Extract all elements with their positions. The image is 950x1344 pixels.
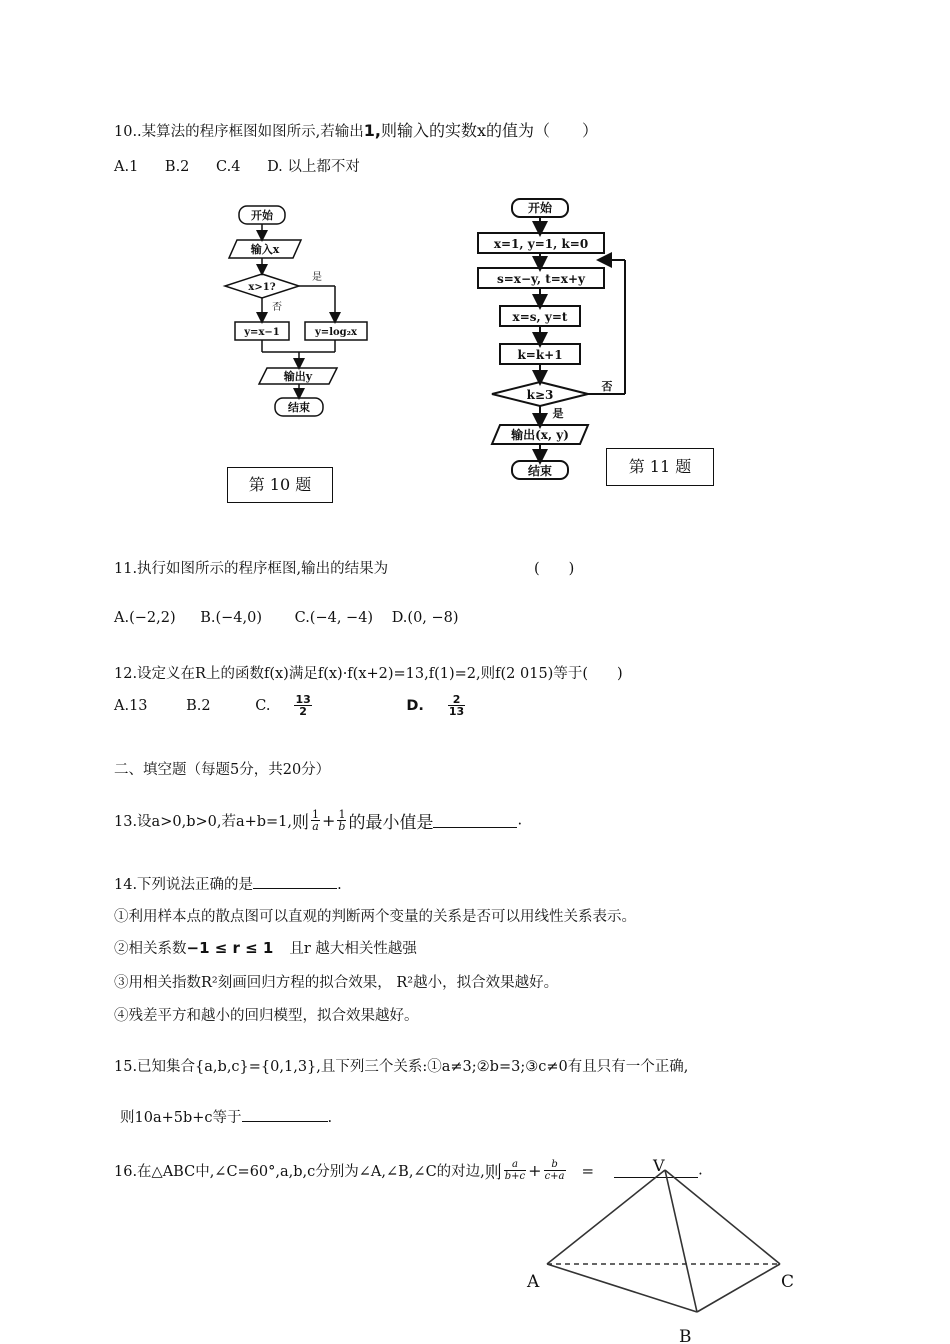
edge-va	[547, 1170, 665, 1264]
fig10-right-text: y=log₂x	[315, 327, 357, 338]
q12-choices	[114, 694, 531, 717]
q10-choice-a: A.1	[114, 159, 139, 175]
fig10-caption: 第 10 题	[227, 467, 333, 503]
section-2-heading: 二、填空题（每题5分，共20分）	[114, 762, 331, 778]
edge-ab	[547, 1264, 697, 1312]
q11-choice-c: C.(−4, −4)	[294, 610, 374, 626]
q14-answer-blank	[253, 874, 337, 889]
fig10-no-label: 否	[272, 302, 282, 313]
q14-item-2: ②相关系数−1 ≤ r ≤ 1 且r 越大相关性越强	[114, 939, 417, 957]
vertex-v-label: V	[653, 1156, 665, 1175]
fig11-step3-text: k=k+1	[517, 348, 563, 362]
q10-choice-c: C.4	[216, 159, 241, 175]
q10-choice-b: B.2	[164, 159, 190, 175]
q12-stem: 12.设定义在R上的函数f(x)满足f(x)·f(x+2)=13,f(1)=2,则f(2 015)等于( )	[114, 666, 623, 682]
vertex-b-label: B	[679, 1327, 692, 1344]
q11-choice-d: D.(0, −8)	[391, 610, 459, 626]
fig10-end-text: 结束	[288, 401, 310, 414]
q12-choice-c: C. $\frac{13}{2}$	[255, 693, 311, 718]
q15-answer-blank	[242, 1107, 328, 1122]
pyramid-figure	[515, 1160, 815, 1344]
fig11-step2-text: x=s, y=t	[512, 310, 568, 324]
q11-stem: 11.执行如图所示的程序框图,输出的结果为 ( )	[114, 557, 388, 578]
fig10-input-text: 输入x	[250, 243, 280, 256]
q14-stem: 14.下列说法正确的是 .	[114, 873, 342, 894]
fig11-cond-text: k≥3	[526, 388, 554, 402]
vertex-a-label: A	[527, 1272, 540, 1292]
q13-stem: 13.设a>0,b>0,若a+b=1,则 $\frac{1}{a}$ + $\frac{1}{b}$ 的最小值是 .	[114, 808, 523, 833]
q12-choice-b: B.2	[186, 697, 211, 714]
fig11-no-label: 否	[601, 380, 613, 393]
fig11-caption: 第 11 题	[606, 448, 714, 486]
q12-choice-d: D. $\frac{2}{13}$	[406, 693, 465, 718]
edge-bc	[697, 1264, 780, 1312]
fig10-cond-text: x>1?	[248, 282, 276, 293]
fig11-start-text: 开始	[527, 201, 553, 215]
q14-item-3: ③用相关指数R²刻画回归方程的拟合效果， R²越小，拟合效果越好。	[114, 975, 559, 991]
fig11-output-text: 输出(x, y)	[511, 428, 569, 442]
q10-choices	[114, 155, 382, 176]
fig11-step1-text: s=x−y, t=x+y	[497, 272, 585, 286]
q11-choice-b: B.(−4,0)	[200, 610, 263, 626]
flowchart-11	[470, 192, 640, 487]
fig10-left-text: y=x−1	[244, 327, 280, 338]
q11-choices	[114, 610, 481, 626]
flowchart-10	[215, 198, 385, 428]
q11-choice-a: A.(−2,2)	[114, 610, 176, 626]
q14-item-4: ④残差平方和越小的回归模型，拟合效果越好。	[114, 1008, 419, 1024]
q12-choice-a: A.13	[114, 697, 148, 714]
fig11-yes-label: 是	[552, 407, 564, 420]
fig10-start-text: 开始	[251, 209, 273, 222]
vertex-c-label: C	[781, 1272, 795, 1292]
q16-stem: 16.在△ABC中,∠C=60°,a,b,c分别为∠A,∠B,∠C的对边,则 $\frac{a}{b+c}$ + $\frac{b}{c+a}$ = .	[114, 1159, 703, 1183]
fig11-end-text: 结束	[527, 464, 553, 478]
q15-line2: 则10a+5b+c等于 .	[120, 1106, 332, 1127]
fig10-output-text: 输出y	[283, 370, 313, 383]
q10-stem: 10..某算法的程序框图如图所示,若输出1,则输入的实数x的值为（ ）	[114, 121, 599, 140]
fig10-yes-label: 是	[312, 272, 322, 283]
q14-item-1: ①利用样本点的散点图可以直观的判断两个变量的关系是否可以用线性关系表示。	[114, 909, 636, 925]
q10-choice-d: D. 以上都不对	[267, 159, 360, 175]
q11-answer-paren: ( )	[534, 561, 575, 577]
fig11-init-text: x=1, y=1, k=0	[493, 237, 589, 251]
q13-answer-blank	[433, 813, 517, 828]
q15-stem: 15.已知集合{a,b,c}={0,1,3},且下列三个关系:①a≠3;②b=3;③c≠0有且只有一个正确,	[114, 1059, 689, 1075]
